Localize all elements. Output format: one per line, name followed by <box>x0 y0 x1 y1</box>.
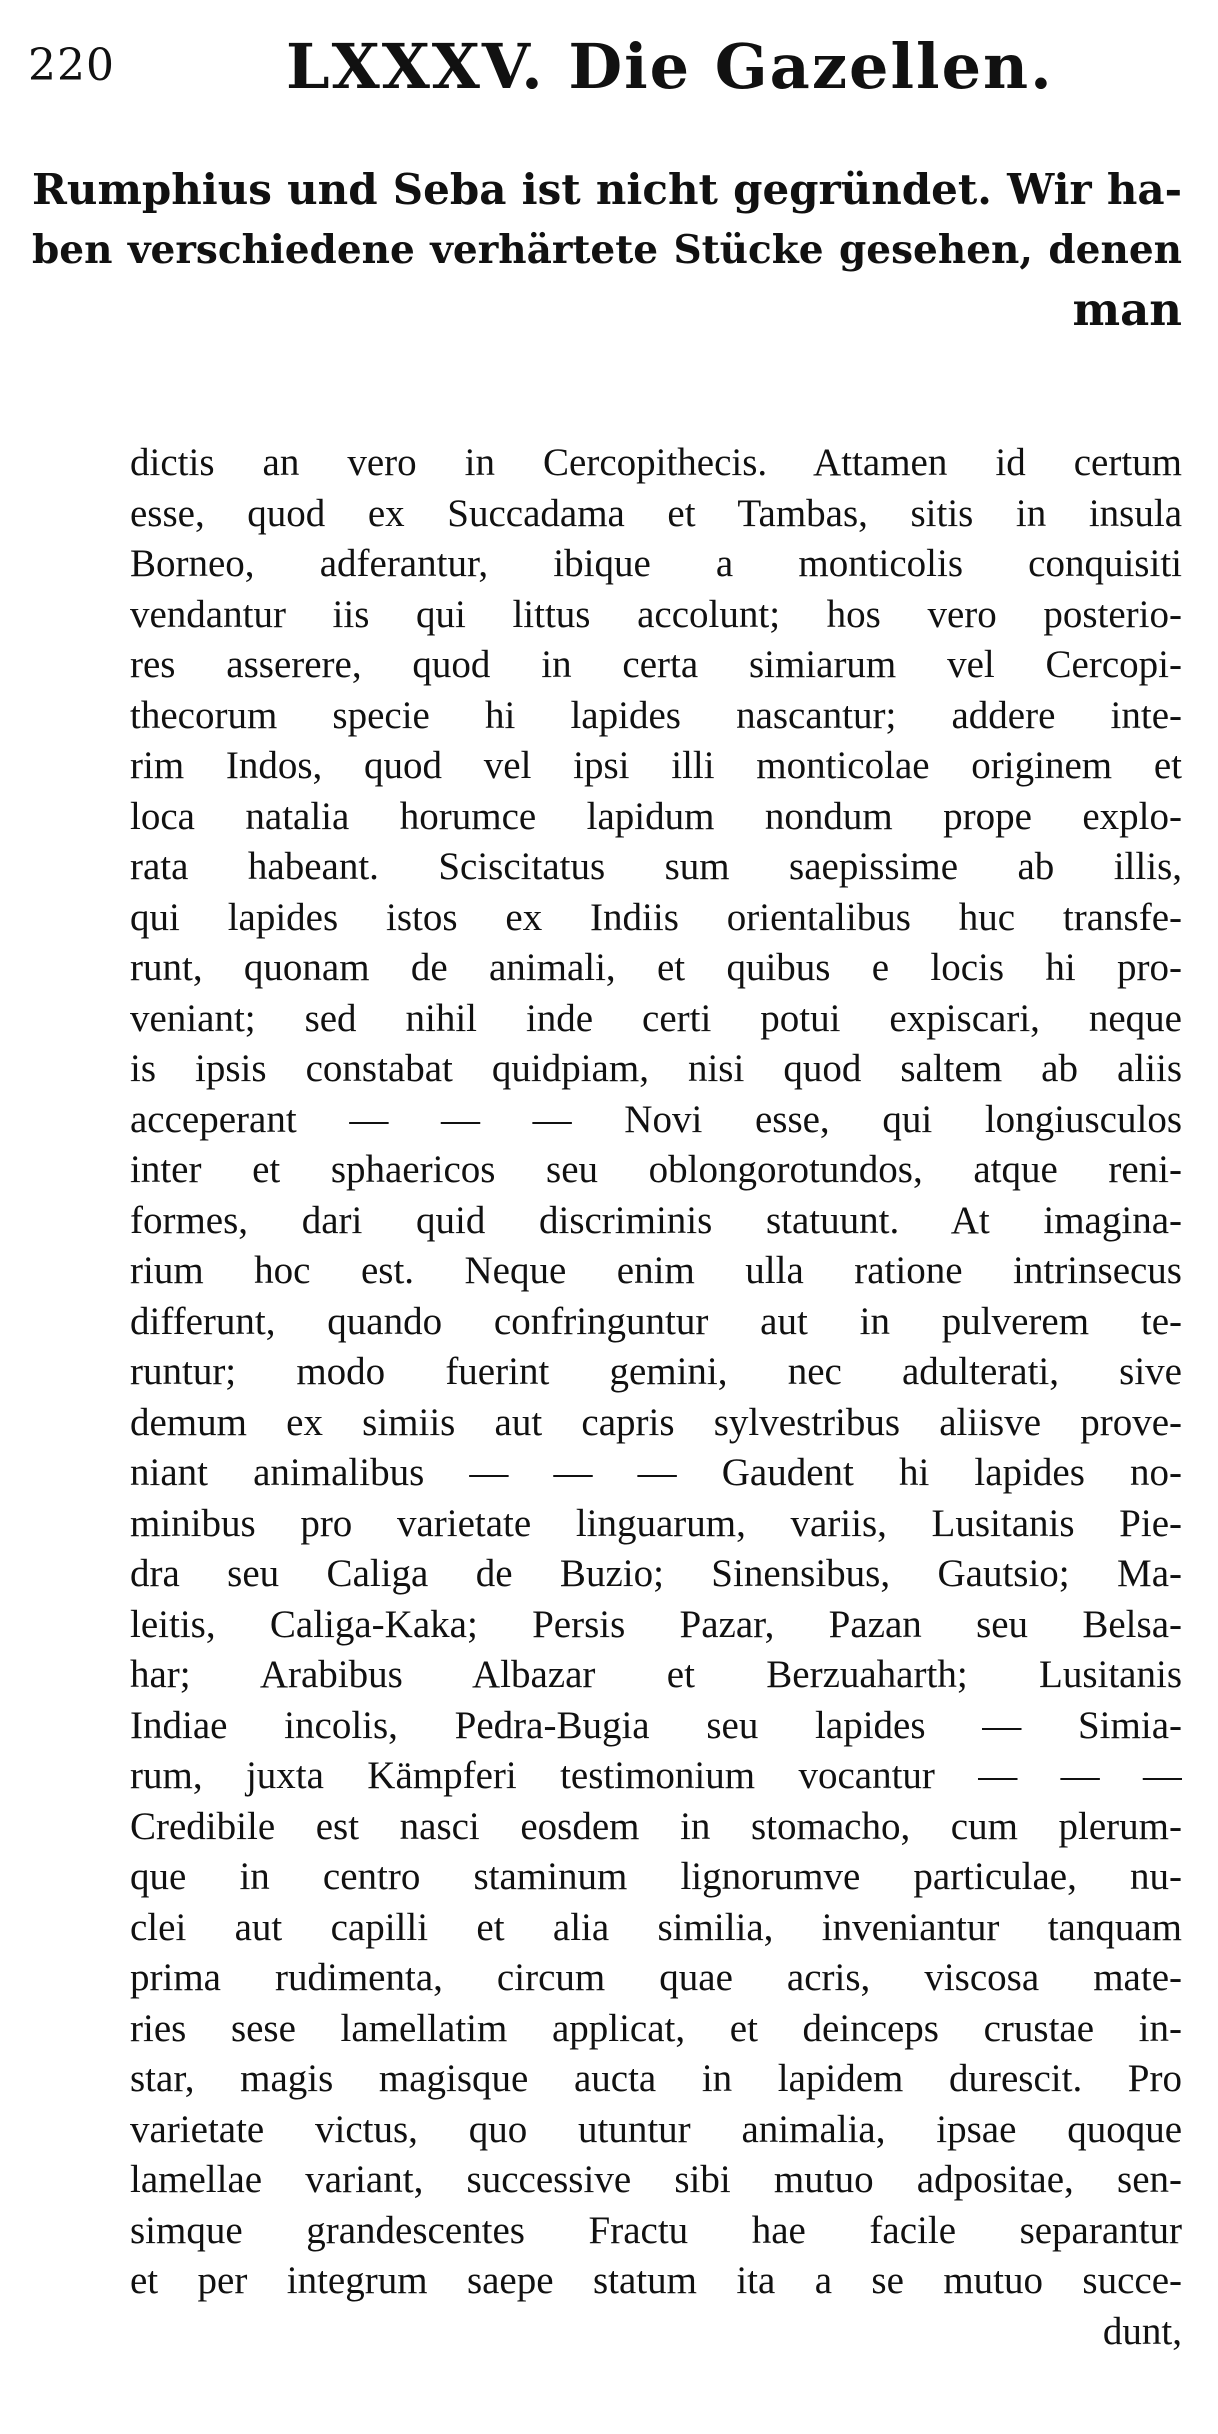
german-line: Rumphius und Seba ist nicht gegründet. Wir ha- <box>32 165 1182 214</box>
latin-line: simque grandescentes Fractu hae facile separantur <box>130 2208 1182 2252</box>
german-line: ben verschiedene verhärtete Stücke gesehen, denen <box>32 227 1182 273</box>
latin-line: rata habeant. Sciscitatus sum saepissime ab illis, <box>130 845 1182 888</box>
latin-line: dictis an vero in Cercopithecis. Attamen id certum <box>130 441 1182 484</box>
latin-line: star, magis magisque aucta in lapidem durescit. Pro <box>130 2057 1182 2100</box>
latin-line: dunt, <box>1102 2309 1182 2353</box>
latin-line: formes, dari quid discriminis statuunt. At imagina- <box>130 1198 1182 1242</box>
latin-line: et per integrum saepe statum ita a se mutuo succe- <box>130 2259 1182 2302</box>
latin-line: qui lapides istos ex Indiis orientalibus huc transfe- <box>130 895 1182 939</box>
latin-line: har; Arabibus Albazar et Berzuaharth; Lusitanis <box>130 1653 1182 1696</box>
latin-line: acceperant — — — Novi esse, qui longiusculos <box>130 1097 1182 1141</box>
latin-line: leitis, Caliga-Kaka; Persis Pazar, Pazan seu Belsa- <box>130 1602 1182 1646</box>
latin-line: que in centro staminum lignorumve particulae, nu- <box>130 1855 1182 1898</box>
latin-line: is ipsis constabat quidpiam, nisi quod saltem ab aliis <box>130 1047 1182 1090</box>
german-line: man <box>1072 283 1182 336</box>
latin-line: res asserere, quod in certa simiarum vel Cercopi- <box>130 643 1182 686</box>
latin-line: prima rudimenta, circum quae acris, viscosa mate- <box>130 1956 1182 1999</box>
latin-line: demum ex simiis aut capris sylvestribus aliisve prove- <box>130 1400 1182 1444</box>
latin-line: Indiae incolis, Pedra-Bugia seu lapides — Simia- <box>130 1703 1182 1747</box>
latin-line: vendantur iis qui littus accolunt; hos vero posterio- <box>130 592 1182 636</box>
latin-line: minibus pro varietate linguarum, variis, Lusitanis Pie- <box>130 1501 1182 1545</box>
latin-line: varietate victus, quo utuntur animalia, ipsae quoque <box>130 2107 1182 2151</box>
latin-line: dra seu Caliga de Buzio; Sinensibus, Gautsio; Ma- <box>130 1552 1182 1595</box>
latin-line: thecorum specie hi lapides nascantur; addere inte- <box>130 693 1182 737</box>
latin-line: Credibile est nasci eosdem in stomacho, cum plerum- <box>130 1804 1182 1848</box>
latin-line: ries sese lamellatim applicat, et deinceps crustae in- <box>130 2006 1182 2050</box>
latin-line: runt, quonam de animali, et quibus e locis hi pro- <box>130 946 1182 989</box>
page-header <box>28 22 1188 112</box>
latin-line: veniant; sed nihil inde certi potui expiscari, neque <box>130 996 1182 1040</box>
latin-line: Borneo, adferantur, ibique a monticolis conquisiti <box>130 542 1182 585</box>
latin-line: inter et sphaericos seu oblongorotundos, atque reni- <box>130 1148 1182 1191</box>
latin-line: clei aut capilli et alia similia, inveniantur tanquam <box>130 1905 1182 1949</box>
latin-paragraph <box>130 438 1182 2357</box>
latin-line: loca natalia horumce lapidum nondum prope explo- <box>130 794 1182 838</box>
latin-line: rim Indos, quod vel ipsi illi monticolae originem et <box>130 744 1182 787</box>
latin-line: runtur; modo fuerint gemini, nec adulterati, sive <box>130 1350 1182 1393</box>
latin-line: niant animalibus — — — Gaudent hi lapides no- <box>130 1451 1182 1494</box>
latin-line: differunt, quando confringuntur aut in pulverem te- <box>130 1299 1182 1343</box>
latin-line: lamellae variant, successive sibi mutuo adpositae, sen- <box>130 2158 1182 2201</box>
latin-line: esse, quod ex Succadama et Tambas, sitis in insula <box>130 491 1182 535</box>
latin-line: rium hoc est. Neque enim ulla ratione intrinsecus <box>130 1249 1182 1292</box>
running-title: LXXXV. Die Gazellen. <box>286 30 1054 103</box>
latin-line: rum, juxta Kämpferi testimonium vocantur — — — <box>130 1754 1182 1797</box>
page-number: 220 <box>28 40 115 91</box>
german-paragraph <box>32 160 1182 340</box>
